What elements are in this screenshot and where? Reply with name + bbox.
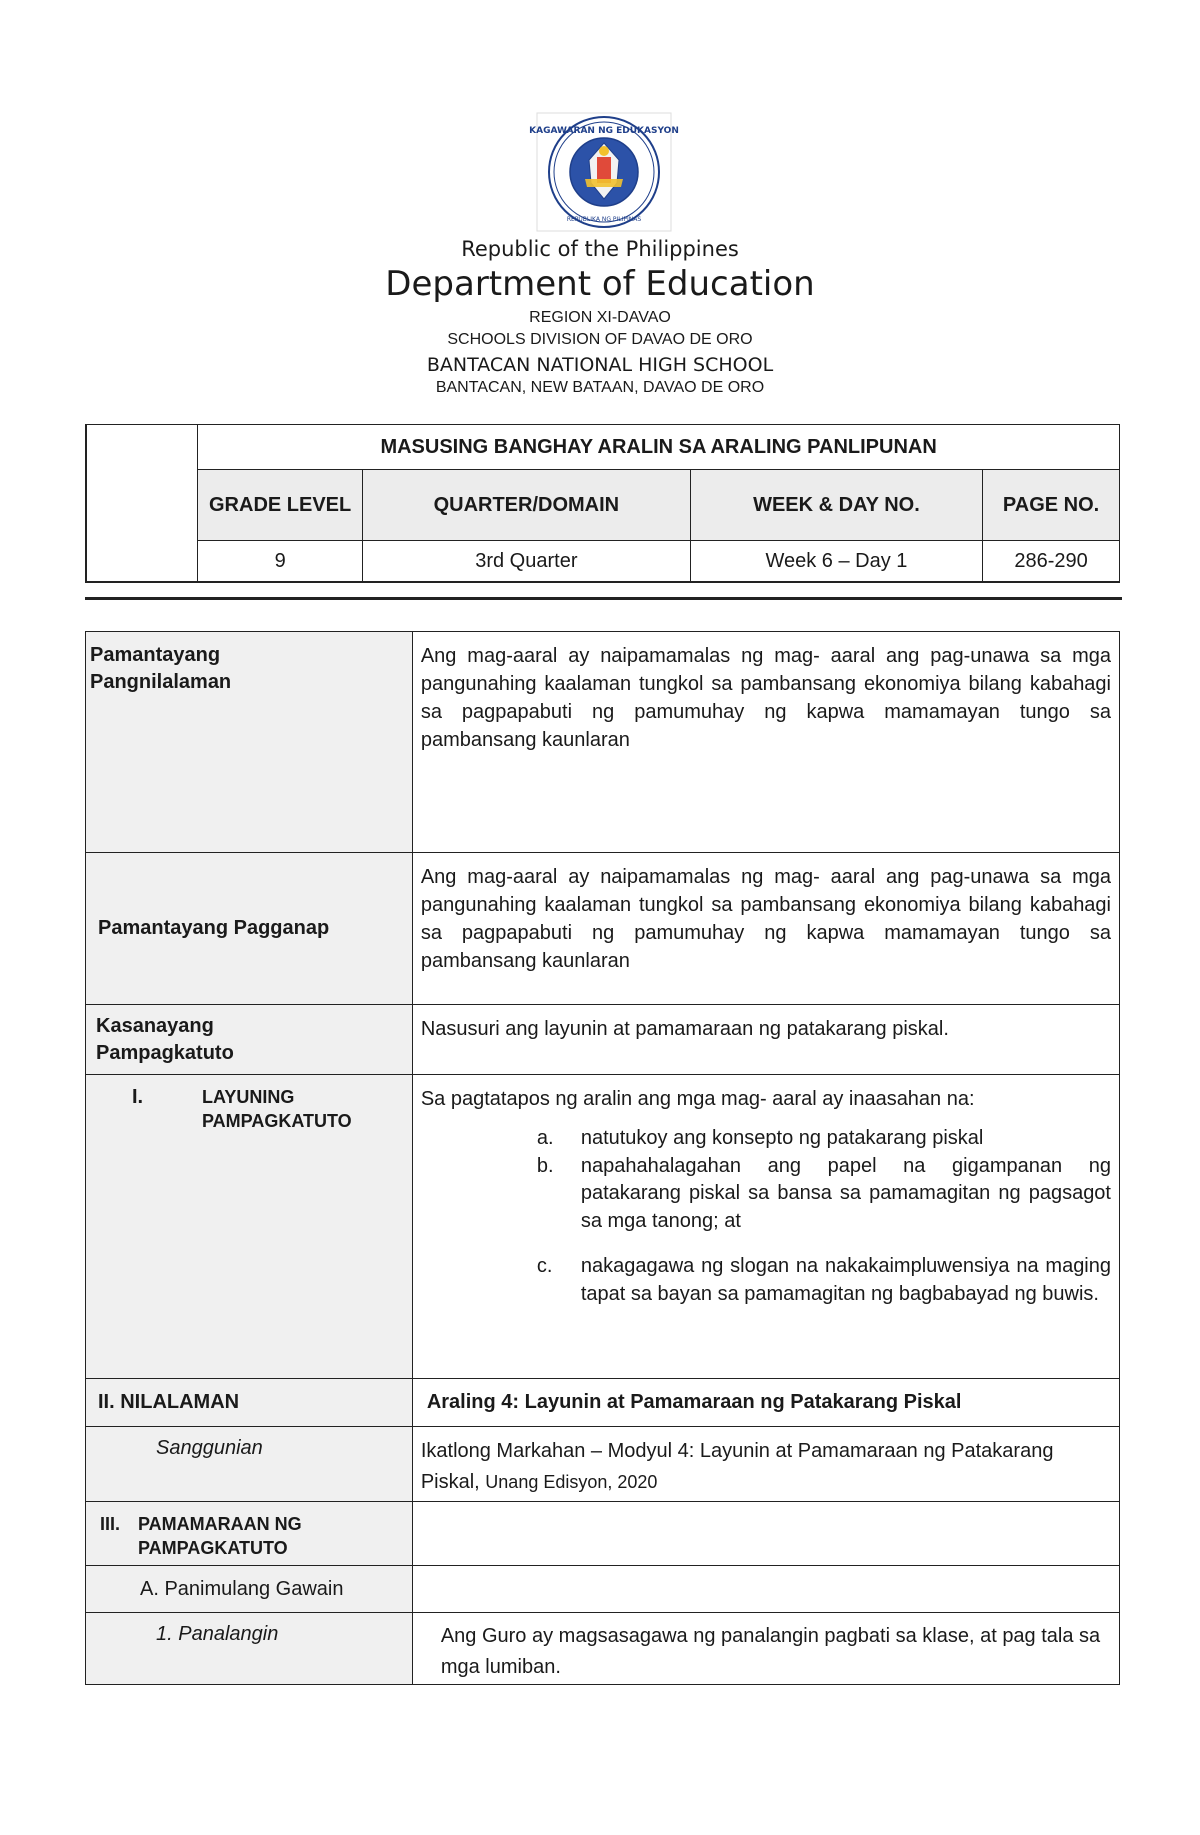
header-republic: Republic of the Philippines xyxy=(461,237,739,261)
kasanayang-cell xyxy=(412,1005,1119,1075)
header-address: BANTACAN, NEW BATAAN, DAVAO DE ORO xyxy=(435,379,765,396)
layunin-label-cell xyxy=(86,1075,413,1379)
sanggunian-label-cell xyxy=(86,1427,413,1502)
objective-text: nakagagawa ng slogan na nakakaimpluwensiya na maging tapat sa bayan sa pamamagitan ng bagbabayad ng buwis. xyxy=(580,1255,1111,1305)
lesson-info-table xyxy=(85,424,1120,583)
layunin-cell xyxy=(412,1075,1119,1379)
list-item xyxy=(421,1153,1111,1236)
pamantayang-pangnilalaman-label-cell xyxy=(86,632,413,853)
objectives-list xyxy=(421,1125,1111,1308)
panalangin-cell xyxy=(412,1613,1119,1685)
objective-text: natutukoy ang konsepto ng patakarang piskal xyxy=(580,1127,984,1149)
quarter-value: 3rd Quarter xyxy=(363,541,691,583)
table-row xyxy=(86,1566,1120,1613)
col-page-no: PAGE NO. xyxy=(983,470,1120,541)
deped-seal-icon xyxy=(529,113,679,231)
objective-marker: c. xyxy=(536,1255,553,1277)
layunin-intro: Sa pagtatapos ng aralin ang mga mag- aaral ay inaasahan na: xyxy=(420,1088,975,1110)
nilalaman-text: Araling 4: Layunin at Pamamaraan ng Patakarang Piskal xyxy=(426,1391,962,1413)
kasanayang-text: Nasusuri ang layunin at pamamaraan ng patakarang piskal. xyxy=(420,1018,949,1040)
list-item xyxy=(421,1125,1111,1153)
panimulang-gawain-label: A. Panimulang Gawain xyxy=(140,1577,344,1600)
pamantayang-pangnilalaman-label: Pamantayang Pangnilalaman xyxy=(90,644,232,693)
sanggunian-cell xyxy=(412,1427,1119,1502)
divider xyxy=(85,597,1122,600)
header-division: SCHOOLS DIVISION OF DAVAO DE ORO xyxy=(447,331,753,348)
nilalaman-label: II. NILALAMAN xyxy=(98,1391,240,1413)
pamantayang-pagganap-label-cell xyxy=(86,853,413,1005)
objective-marker: b. xyxy=(536,1154,554,1177)
col-grade-level: GRADE LEVEL xyxy=(198,470,363,541)
seal-bottom-text: REPUBLIKA NG PILIPINAS xyxy=(566,216,642,223)
blank-cell xyxy=(86,425,198,583)
kasanayang-label: Kasanayang Pampagkatuto xyxy=(96,1015,234,1064)
layunin-number: I. xyxy=(132,1086,144,1108)
nilalaman-cell xyxy=(412,1379,1119,1427)
pamamaraan-number: III. xyxy=(100,1514,121,1534)
pamantayang-pagganap-text: Ang mag-aaral ay naipamamalas ng mag- aaral ang pag-unawa sa mga pangunahing kaalaman tungkol sa pambansang ekonomiya bilang kabahagi sa pagpapabuti ng pamumuhay ng kapwa mamamayan tungo sa pambansang kaunlaran xyxy=(420,866,1111,972)
pamantayang-pangnilalaman-text: Ang mag-aaral ay naipamamalas ng mag- aaral ang pag-unawa sa mga pangunahing kaalaman tungkol sa pambansang ekonomiya bilang kabahagi sa pagpapabuti ng pamumuhay ng kapwa mamamayan tungo sa pambansang kaunlaran xyxy=(420,645,1111,751)
list-item xyxy=(421,1253,1111,1308)
table-row xyxy=(86,1379,1120,1427)
table-row xyxy=(86,1613,1120,1685)
table-row xyxy=(86,1005,1120,1075)
page-no-value: 286-290 xyxy=(983,541,1120,583)
table-row xyxy=(86,1075,1120,1379)
nilalaman-label-cell xyxy=(86,1379,413,1427)
table-row xyxy=(86,632,1120,853)
col-week-day: WEEK & DAY NO. xyxy=(690,470,982,541)
panimulang-gawain-label-cell xyxy=(86,1566,413,1613)
sanggunian-label: Sanggunian xyxy=(156,1437,263,1459)
pamamaraan-cell xyxy=(412,1502,1119,1566)
col-quarter-domain: QUARTER/DOMAIN xyxy=(363,470,691,541)
panalangin-label-cell xyxy=(86,1613,413,1685)
header-school: BANTACAN NATIONAL HIGH SCHOOL xyxy=(426,354,774,376)
pamantayang-pagganap-cell xyxy=(412,853,1119,1005)
table-row xyxy=(86,1502,1120,1566)
table-row xyxy=(86,853,1120,1005)
header-region: REGION XI-DAVAO xyxy=(529,309,671,326)
table-row xyxy=(86,1427,1120,1502)
panimulang-gawain-cell xyxy=(412,1566,1119,1613)
panalangin-label: 1. Panalangin xyxy=(156,1623,279,1645)
lesson-plan-title: MASUSING BANGHAY ARALIN SA ARALING PANLIPUNAN xyxy=(198,425,1120,470)
objective-marker: a. xyxy=(536,1127,554,1149)
sanggunian-text: Ikatlong Markahan – Modyul 4: Layunin at Pamamaraan ng Patakarang Piskal, xyxy=(420,1440,1054,1493)
pamantayang-pagganap-label: Pamantayang Pagganap xyxy=(98,917,330,939)
pamamaraan-label: PAMAMARAAN NG PAMPAGKATUTO xyxy=(138,1514,302,1558)
panalangin-text: Ang Guro ay magsasagawa ng panalangin pagbati sa klase, at pag tala sa mga lumiban. xyxy=(440,1625,1101,1678)
sanggunian-edition: Unang Edisyon, 2020 xyxy=(485,1472,658,1492)
pamantayang-pangnilalaman-cell xyxy=(412,632,1119,853)
header-department: Department of Education xyxy=(385,264,815,304)
pamamaraan-label-cell xyxy=(86,1502,413,1566)
grade-level-value: 9 xyxy=(198,541,363,583)
seal-top-text: KAGAWARAN NG EDUKASYON xyxy=(529,126,679,136)
objective-text: napahahalagahan ang papel na gigampanan ng patakarang piskal sa bansa sa pamamagitan ng pagsagot sa mga tanong; at xyxy=(580,1154,1111,1232)
kasanayang-label-cell xyxy=(86,1005,413,1075)
week-day-value: Week 6 – Day 1 xyxy=(690,541,982,583)
lesson-plan-table xyxy=(85,631,1120,1685)
layunin-label: LAYUNING PAMPAGKATUTO xyxy=(202,1087,352,1131)
